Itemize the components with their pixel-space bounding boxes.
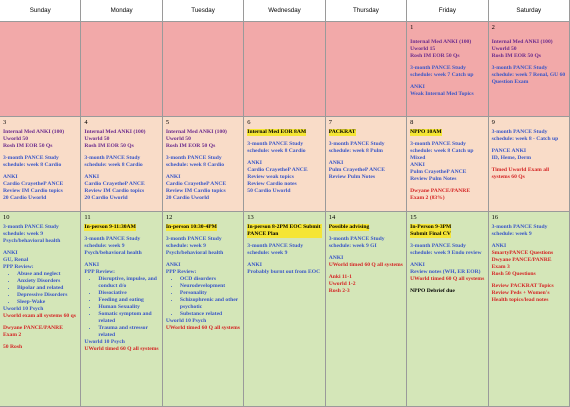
schedule-item: Review Cardio notes xyxy=(247,181,297,188)
schedule-item: Rosh 50 Questions xyxy=(491,271,536,278)
schedule-item: Uworld 1-2 xyxy=(328,281,356,288)
schedule-item: 3-month PANCE Study schedule: week 8 Cardio xyxy=(84,155,143,169)
schedule-item: Timed Uworld Exam all systems 60 Qs xyxy=(491,167,550,181)
weekday-header-thursday: Thursday xyxy=(326,0,407,22)
schedule-item: 3-month PANCE Study schedule: week 8 Catch up Mixed xyxy=(410,141,474,162)
day-cell-10[interactable] xyxy=(0,212,81,407)
day-number: 14 xyxy=(328,214,336,221)
day-cell-16[interactable] xyxy=(489,212,570,407)
schedule-item: Internal Med ANKI (100) xyxy=(165,129,227,136)
day-number: 13 xyxy=(247,214,254,221)
schedule-item: Dwyane PANCE/PANRE Exam 2 (83%) xyxy=(410,188,471,201)
event-label: Submit Final CV xyxy=(410,231,451,238)
schedule-item: Review Peds + Women's Health topics/lead notes xyxy=(491,290,550,303)
weekday-header-tuesday: Tuesday xyxy=(163,0,244,22)
event-label: In-person 10:30-4PM xyxy=(165,224,217,231)
schedule-item: ANKI xyxy=(410,162,425,169)
day-cell-15[interactable] xyxy=(407,212,488,407)
schedule-item: Cardio CrayetheP ANCE xyxy=(3,181,64,188)
day-number: 16 xyxy=(491,214,499,221)
topic-list-item: • Sleep-Wake xyxy=(17,299,77,306)
schedule-item: Internal Med ANKI (100) xyxy=(84,129,146,136)
schedule-item: Cardio CrayetheP ANCE xyxy=(165,181,227,188)
day-cell-11[interactable] xyxy=(81,212,162,407)
schedule-item: PPP Review: xyxy=(84,269,116,276)
schedule-item: 3-month PANCE Study schedule: week 7 Catch up xyxy=(410,65,474,79)
topic-list-item: • Feeding and eating xyxy=(98,297,158,304)
topic-list xyxy=(3,271,77,306)
schedule-item: 50 Rosh xyxy=(3,343,23,350)
schedule-item: Uworld 50 xyxy=(165,136,191,143)
topic-list-item: • Personality xyxy=(180,290,240,297)
day-cell-14[interactable] xyxy=(326,212,407,407)
day-number: 4 xyxy=(84,119,88,126)
topic-list-item: • Neurodevelopment xyxy=(180,283,240,290)
schedule-item: UWorld timed 60 Q all systems xyxy=(328,262,403,269)
schedule-item: ANKI xyxy=(410,84,425,91)
schedule-item: Review IM Cardio topics xyxy=(3,188,63,195)
schedule-item: Uworld exam all systems 60 qs xyxy=(3,312,76,319)
topic-list-item: • Trauma and stressor related xyxy=(98,325,158,339)
topic-list-item: • Bipolar and related xyxy=(17,285,77,292)
day-number: 10 xyxy=(3,214,10,221)
schedule-item: Internal Med ANKI (100) xyxy=(491,39,553,46)
schedule-item: Uworld 15 xyxy=(410,46,436,53)
schedule-item: UWorld timed 60 Q all systems xyxy=(165,324,240,331)
schedule-item: Review Pulm Notes xyxy=(410,176,457,183)
schedule-item: Rosh IM EOR 50 Qs xyxy=(165,143,216,150)
schedule-item: 3-month PANCE Study schedule: week 7 Renal, GU 60 Question Exam xyxy=(491,65,566,86)
schedule-item: ANKI xyxy=(410,262,425,269)
schedule-item: Uworld 10 Psych xyxy=(84,338,125,345)
weekday-header-monday: Monday xyxy=(81,0,162,22)
weekday-header-friday: Friday xyxy=(407,0,488,22)
day-cell-3[interactable] xyxy=(0,117,81,212)
day-number: 11 xyxy=(84,214,91,221)
empty-day-cell[interactable] xyxy=(163,22,244,117)
schedule-item: Uworld 50 xyxy=(491,46,517,53)
day-number: 9 xyxy=(491,119,495,126)
day-number: 3 xyxy=(3,119,7,126)
schedule-item: 3-month PANCE Study schedule: week 9 Psych/behavioral health xyxy=(165,236,224,257)
topic-list-item: • Schizophrenic and other psychotic xyxy=(180,297,240,311)
event-label: In-person 8-2PM EOC Submit PANCE Plan xyxy=(247,224,321,238)
schedule-item: 3-month PANCE Study schedule: week 8 Pulm xyxy=(328,141,385,155)
schedule-item: Dwyane PANCE/PANRE Exam 3 xyxy=(491,257,552,271)
topic-list-item: • Disruptive, impulse, and conduct d/o xyxy=(98,276,158,290)
day-cell-13[interactable] xyxy=(244,212,325,407)
schedule-item: ANKI xyxy=(84,262,100,269)
day-number: 2 xyxy=(491,24,495,31)
weekday-header-wednesday: Wednesday xyxy=(244,0,325,22)
schedule-item: Review IM Cardio topics xyxy=(165,188,226,195)
schedule-item: Review Pulm Notes xyxy=(328,174,375,181)
event-label: Internal Med EOR 8AM xyxy=(247,129,307,136)
day-number: 6 xyxy=(247,119,251,126)
schedule-item: Internal Med ANKI (100) xyxy=(410,39,472,46)
event-label: NPPO 10AM xyxy=(410,129,442,136)
day-cell-9[interactable] xyxy=(489,117,570,212)
schedule-item: Rosh IM EOR 50 Qs xyxy=(491,53,541,60)
topic-list xyxy=(84,276,158,339)
schedule-item: ID, Heme, Derm xyxy=(491,155,532,162)
topic-list-item: • Human Sexuality xyxy=(98,304,158,311)
schedule-item: Review notes (WH, ER EOR) xyxy=(410,269,481,276)
day-number: 7 xyxy=(328,119,332,126)
empty-day-cell[interactable] xyxy=(326,22,407,117)
day-cell-7[interactable] xyxy=(326,117,407,212)
schedule-item: GU, Renal xyxy=(3,257,29,264)
schedule-item: ANKI xyxy=(247,160,262,167)
schedule-item: 3-month PANCE Study schedule: week 8 Cardio xyxy=(247,141,306,155)
schedule-item: ANKI xyxy=(165,174,181,181)
schedule-item: Internal Med ANKI (100) xyxy=(3,129,65,136)
topic-list-item: • Anxiety Disorders xyxy=(17,278,77,285)
schedule-item: Probably burnt out from EOC xyxy=(247,269,321,276)
empty-day-cell[interactable] xyxy=(0,22,81,117)
schedule-item: 3-month PANCE Study schedule: week 9 GI xyxy=(328,236,385,250)
schedule-item: ANKI xyxy=(165,262,181,269)
topic-list-item: • Depressive Disorders xyxy=(17,292,77,299)
schedule-item: Review PACKRAT Topics xyxy=(491,283,554,290)
day-cell-4[interactable] xyxy=(81,117,162,212)
topic-list-item: • Substance related xyxy=(180,311,240,318)
schedule-item: PANCE ANKI xyxy=(491,148,527,155)
day-cell-8[interactable] xyxy=(407,117,488,212)
schedule-item: ANKI xyxy=(247,262,262,269)
schedule-item: Uworld 10 Psych xyxy=(3,305,44,312)
schedule-item: PPP Review: xyxy=(165,269,197,276)
schedule-item: 3-month PANCE Study schedule: week 8 - Catch up xyxy=(491,129,559,143)
schedule-item: Rosh IM EOR 50 Qs xyxy=(410,53,460,60)
topic-list-item: • Dissociative xyxy=(98,290,158,297)
day-cell-2[interactable] xyxy=(489,22,570,117)
event-label: In-person 9-11:30AM xyxy=(84,224,136,231)
weekday-header-saturday: Saturday xyxy=(489,0,570,22)
schedule-item: PPP Review: xyxy=(3,264,34,271)
topic-list-item: • Abuse and neglect xyxy=(17,271,77,278)
schedule-item: Pulm CrayetheP ANCE xyxy=(410,169,467,176)
schedule-item: Uworld 50 xyxy=(3,136,29,143)
schedule-item: Anki 11-1 xyxy=(328,274,352,281)
topic-list-item: • Somatic symptom and related xyxy=(98,311,158,325)
schedule-item: 3-month PANCE Study schedule: week 8 Cardio xyxy=(165,155,225,169)
schedule-item: Rosh IM EOR 50 Qs xyxy=(84,143,134,150)
schedule-item: ANKI xyxy=(3,174,18,181)
schedule-item: ANKI xyxy=(84,174,100,181)
day-number: 5 xyxy=(165,119,170,126)
day-cell-5[interactable] xyxy=(163,117,244,212)
schedule-item: SmartyPANCE Questions xyxy=(491,250,554,257)
weekday-header-sunday: Sunday xyxy=(0,0,81,22)
schedule-item: ANKI xyxy=(491,243,507,250)
event-label: Possible advising xyxy=(328,224,370,231)
schedule-item: Dwyane PANCE/PANRE Exam 2 xyxy=(3,324,63,338)
schedule-item: 20 Cardio Uworld xyxy=(84,195,128,201)
schedule-item: ANKI xyxy=(328,255,344,262)
schedule-item: 50 Cardio Uworld xyxy=(247,188,291,195)
schedule-item: Uworld 10 Psych xyxy=(165,317,207,324)
day-number: 8 xyxy=(410,119,414,126)
schedule-item: 3-month PANCE Study schedule: week 9 xyxy=(491,224,548,238)
schedule-item: UWorld timed 60 Q all systems xyxy=(84,345,159,352)
day-cell-12[interactable] xyxy=(163,212,244,407)
day-cell-1[interactable] xyxy=(407,22,488,117)
schedule-item: 3-month PANCE Study schedule: week 9 xyxy=(247,243,304,257)
day-number: 15 xyxy=(410,214,417,221)
schedule-item: Rosh IM EOR 50 Qs xyxy=(3,143,53,150)
schedule-item: ANKI xyxy=(3,250,18,257)
day-number: 1 xyxy=(410,24,414,31)
schedule-item: Rosh 2-3 xyxy=(328,288,350,295)
schedule-item: Uworld 50 xyxy=(84,136,110,143)
day-number: 12 xyxy=(165,214,173,221)
schedule-item: 3-month PANCE Study schedule: week 9 Endo review xyxy=(410,243,482,257)
topic-list-item: • OCD disorders xyxy=(180,276,240,283)
schedule-item: Review IM Cardio topics xyxy=(84,188,145,195)
schedule-item: Review weak topics xyxy=(247,174,294,181)
schedule-item: Pulm CrayetheP ANCE xyxy=(328,167,385,174)
schedule-item: 20 Cardio Uworld xyxy=(165,195,210,201)
topic-list xyxy=(166,276,240,318)
schedule-item: NPPO Debrief due xyxy=(410,288,455,295)
schedule-item: Cardio CrayetheP ANCE xyxy=(84,181,145,188)
schedule-item: Cardio CrayetheP ANCE xyxy=(247,167,308,174)
empty-day-cell[interactable] xyxy=(244,22,325,117)
schedule-item: 3-month PANCE Study schedule: week 9 Psych/behavioral health xyxy=(84,236,142,257)
schedule-item: 3-month PANCE Study schedule: week 9 Psych/behavioral health xyxy=(3,224,61,245)
schedule-item: 3-month PANCE Study schedule: week 8 Cardio xyxy=(3,155,62,169)
day-cell-6[interactable] xyxy=(244,117,325,212)
event-label: PACKRAT xyxy=(328,129,356,136)
event-label: In-Person 9-3PM xyxy=(410,224,452,231)
schedule-item: Weak Internal Med Topics xyxy=(410,91,474,98)
schedule-item: ANKI xyxy=(328,160,344,167)
schedule-item: UWorld timed 60 Q all systems xyxy=(410,276,485,283)
schedule-item: 20 Cardio Uworld xyxy=(3,195,47,201)
empty-day-cell[interactable] xyxy=(81,22,162,117)
